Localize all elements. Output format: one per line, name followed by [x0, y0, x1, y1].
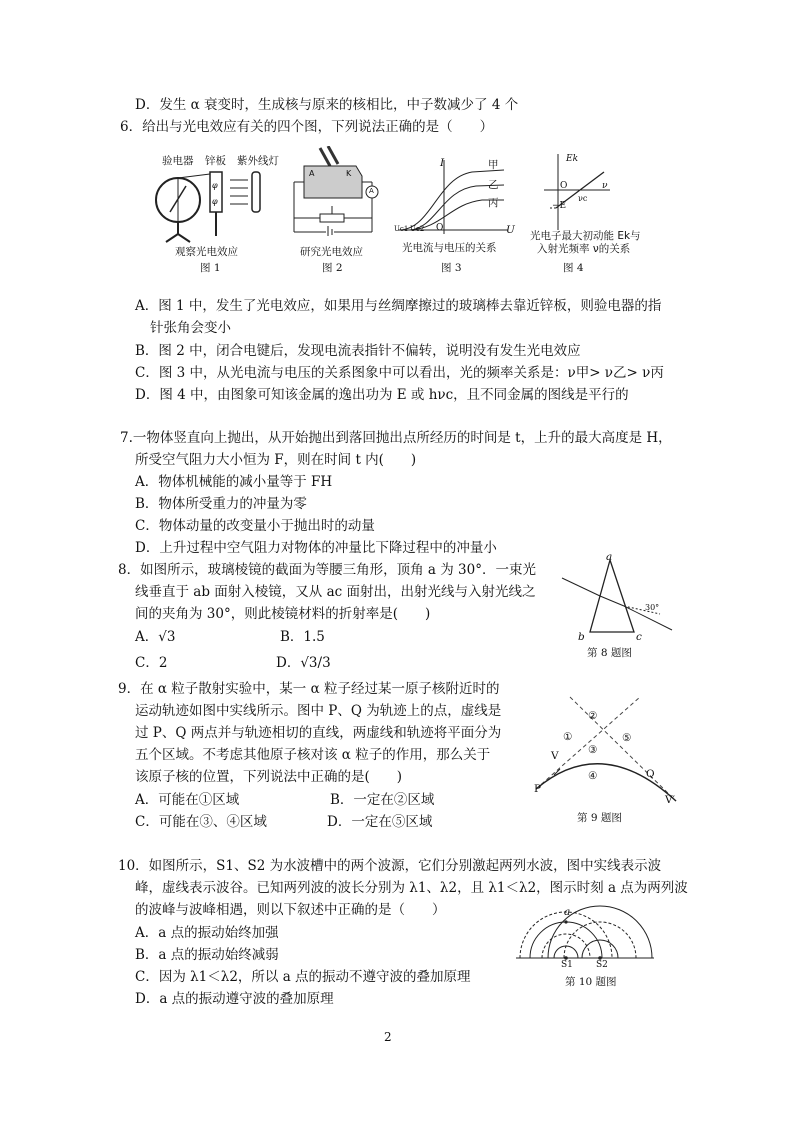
q6-fig4-label-minus-e: −E	[552, 201, 567, 211]
q9-fig-label-v: V	[551, 750, 559, 762]
svg-text:φ: φ	[212, 197, 218, 206]
q6-figure-4	[532, 152, 612, 232]
q6-fig4-label-nu: ν	[602, 181, 608, 191]
q9-stem-line5: 该原子核的位置，下列说法中正确的是( )	[135, 769, 403, 785]
q6-fig4-label-nuc: νc	[578, 194, 588, 203]
q10-fig-label-a: a	[564, 906, 571, 918]
q10-stem-line2: 峰，虚线表示波谷。已知两列波的波长分别为 λ1、λ2，且 λ1＜λ2，图示时刻 a 点为两列波	[135, 880, 688, 896]
q6-option-a-line1: A．图 1 中，发生了光电效应，如果用与丝绸摩擦过的玻璃棒去靠近锌板，则验电器的指	[135, 298, 662, 314]
q10-fig-label-s2: S2	[596, 960, 608, 970]
q6-fig4-name: 图 4	[563, 262, 584, 274]
q9-fig-region-2: ②	[588, 710, 598, 722]
q10-fig-label-s1: S1	[561, 960, 573, 970]
q6-fig4-caption-2: 入射光频率 ν的关系	[537, 243, 631, 255]
q10-option-b: B．a 点的振动始终减弱	[135, 947, 279, 963]
q7-option-d: D．上升过程中空气阻力对物体的冲量比下降过程中的冲量小	[135, 540, 497, 556]
q8-fig-label-a: a	[606, 551, 613, 563]
q9-fig-region-3: ③	[588, 744, 598, 756]
q8-option-a: A．√3	[135, 629, 176, 645]
q9-fig-region-5: ⑤	[622, 732, 632, 744]
q6-fig3-label-o: O	[436, 223, 444, 233]
q8-fig-caption: 第 8 题图	[587, 647, 632, 659]
q8-option-c: C．2	[135, 655, 168, 671]
q6-fig3-label-bing: 丙	[488, 197, 499, 209]
q6-fig4-caption-1: 光电子最大初动能 Ek与	[530, 230, 641, 242]
q7-option-c: C．物体动量的改变量小于抛出时的动量	[135, 518, 375, 534]
q6-fig3-label-u: U	[506, 224, 515, 236]
svg-text:φ: φ	[212, 181, 218, 190]
q6-fig3-label-yi: 乙	[488, 179, 499, 191]
q8-stem-line2: 线垂直于 ab 面射入棱镜，又从 ac 面射出，出射光线与入射光线之	[135, 584, 536, 600]
q9-fig-label-p: P	[534, 783, 542, 795]
q8-fig-label-b: b	[578, 631, 585, 643]
q8-stem-line3: 间的夹角为 30°，则此棱镜材料的折射率是( )	[135, 606, 431, 622]
q7-stem-line1: 7.一物体竖直向上抛出，从开始抛出到落回抛出点所经历的时间是 t，上升的最大高度是 H，	[120, 430, 672, 446]
q8-fig-label-angle: 30°	[645, 603, 660, 612]
q6-fig3-label-i: I	[440, 157, 445, 169]
q6-fig1-caption: 观察光电效应	[175, 246, 238, 258]
q6-fig3-label-uc2: Uc2	[410, 225, 425, 233]
q9-fig-region-1: ①	[563, 731, 573, 743]
q8-option-b: B．1.5	[280, 629, 325, 645]
q9-stem-line4: 五个区域。不考虑其他原子核对该 α 粒子的作用，那么关于	[135, 747, 491, 763]
q10-stem-line1: 10．如图所示，S1、S2 为水波槽中的两个波源，它们分别激起两列水波，图中实线表示波	[118, 858, 662, 874]
q10-figure-waves	[516, 904, 656, 964]
q6-figure-1	[150, 166, 270, 246]
q7-option-a: A．物体机械能的减小量等于 FH	[135, 474, 333, 490]
q6-fig1-label-electroscope: 验电器	[162, 155, 194, 167]
q6-fig3-label-uc1: Uc1	[394, 225, 409, 233]
q6-fig1-label-zinc: 锌板	[205, 155, 226, 167]
q7-option-b: B．物体所受重力的冲量为零	[135, 496, 307, 512]
q8-stem-line1: 8．如图所示，玻璃棱镜的截面为等腰三角形，顶角 a 为 30°．一束光	[118, 562, 536, 578]
q6-fig2-label-ammeter: A	[369, 187, 374, 195]
q9-fig-label-v-prime: V′	[665, 794, 675, 806]
q10-option-d: D．a 点的振动遵守波的叠加原理	[135, 991, 334, 1007]
q6-fig2-caption: 研究光电效应	[300, 246, 363, 258]
q6-fig3-name: 图 3	[441, 262, 462, 274]
q6-option-d: D．图 4 中，由图象可知该金属的逸出功为 E 或 hνc，且不同金属的图线是平行的	[135, 387, 629, 403]
q10-option-a: A．a 点的振动始终加强	[135, 925, 279, 941]
q10-fig-caption: 第 10 题图	[565, 976, 617, 988]
q9-fig-label-q: Q	[646, 768, 655, 780]
q6-fig4-label-o: O	[560, 181, 568, 191]
q6-stem: 6．给出与光电效应有关的四个图，下列说法正确的是（ ）	[120, 119, 494, 135]
q8-fig-label-c: c	[636, 631, 642, 643]
q6-fig2-label-a: A	[309, 169, 315, 178]
q5-option-d: D．发生 α 衰变时，生成核与原来的核相比，中子数减少了 4 个	[135, 97, 519, 113]
q6-option-c: C．图 3 中，从光电流与电压的关系图象中可以看出，光的频率关系是：ν甲> ν乙> ν丙	[135, 365, 664, 381]
q9-option-d: D．一定在⑤区域	[327, 814, 433, 830]
q6-figure-2	[290, 146, 380, 236]
q6-fig4-label-ek: Ek	[566, 154, 579, 164]
q8-figure-prism	[560, 556, 680, 641]
q6-option-b: B．图 2 中，闭合电键后，发现电流表指针不偏转，说明没有发生光电效应	[135, 343, 581, 359]
q6-fig3-label-jia: 甲	[488, 159, 499, 171]
q7-stem-line2: 所受空气阻力大小恒为 F，则在时间 t 内( )	[135, 452, 417, 468]
q9-fig-region-4: ④	[588, 770, 598, 782]
q9-option-a: A．可能在①区域	[135, 792, 240, 808]
page-number: 2	[384, 1030, 392, 1044]
q6-fig2-name: 图 2	[322, 262, 343, 274]
q10-option-c: C．因为 λ1＜λ2，所以 a 点的振动不遵守波的叠加原理	[135, 969, 471, 985]
q9-stem-line3: 过 P、Q 两点并与轨迹相切的直线，两虚线和轨迹将平面分为	[135, 725, 502, 741]
q6-fig1-name: 图 1	[200, 262, 221, 274]
q9-stem-line1: 9．在 α 粒子散射实验中，某一 α 粒子经过某一原子核附近时的	[118, 681, 500, 697]
q6-option-a-line2: 针张角会变小	[150, 320, 231, 336]
q9-stem-line2: 运动轨迹如图中实线所示。图中 P、Q 为轨迹上的点，虚线是	[135, 703, 502, 719]
q9-option-b: B．一定在②区域	[330, 792, 435, 808]
q6-fig1-label-uvlamp: 紫外线灯	[237, 155, 279, 167]
q8-option-d: D．√3/3	[276, 655, 331, 671]
q6-fig3-caption: 光电流与电压的关系	[402, 242, 497, 254]
q9-option-c: C．可能在③、④区域	[135, 814, 267, 830]
q10-stem-line3: 的波峰与波峰相遇，则以下叙述中正确的是（ ）	[135, 902, 446, 918]
q9-fig-caption: 第 9 题图	[577, 812, 622, 824]
q6-fig2-label-k: K	[346, 169, 352, 178]
